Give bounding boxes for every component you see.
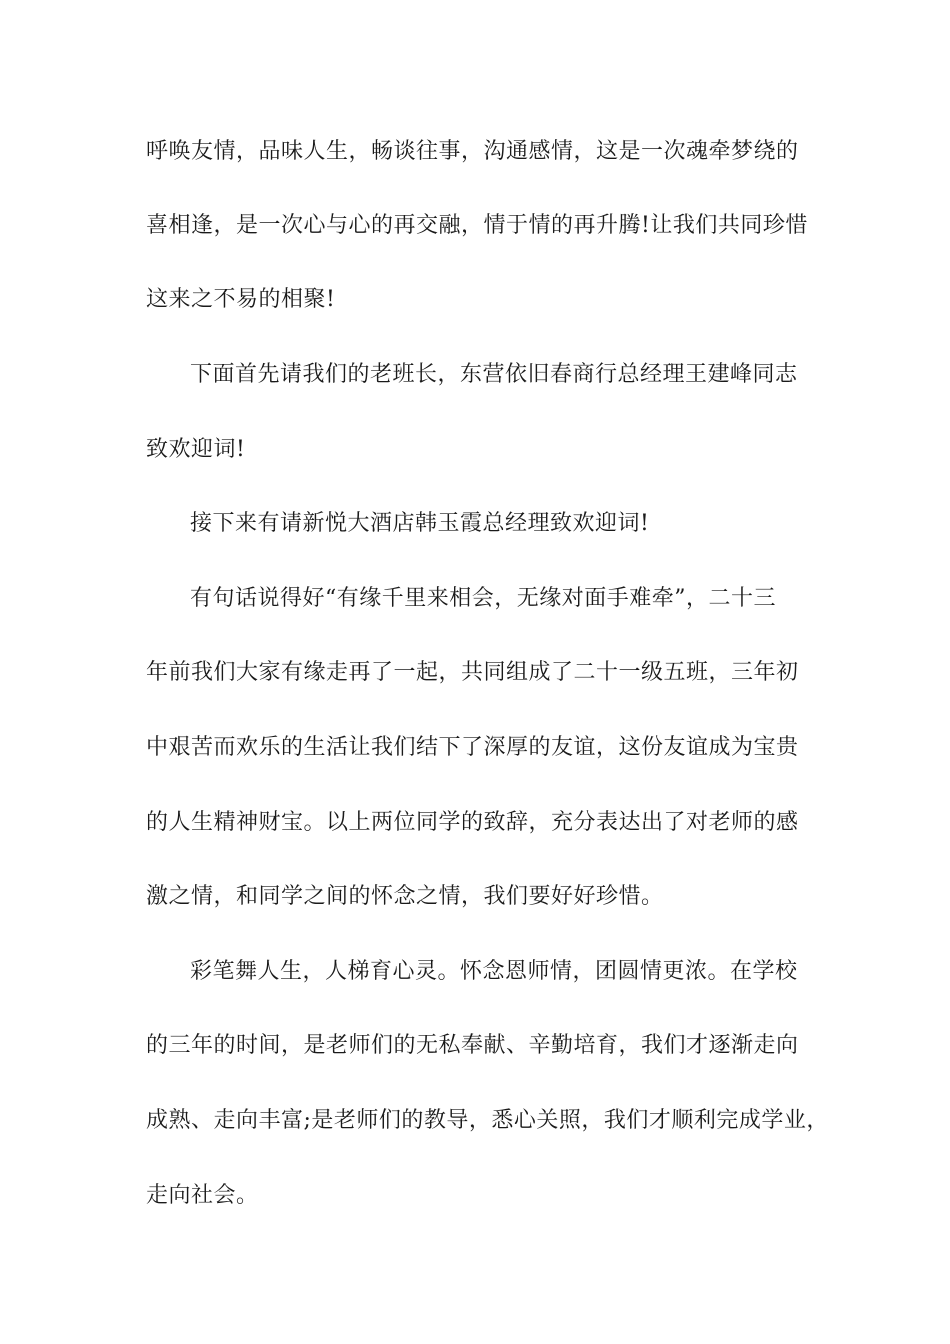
text-line: 中艰苦而欢乐的生活让我们结下了深厚的友谊，这份友谊成为宝贵 [146, 735, 799, 760]
text-line: 的人生精神财宝。以上两位同学的致辞，充分表达出了对老师的感 [146, 810, 799, 835]
text-line: 下面首先请我们的老班长，东营依旧春商行总经理王建峰同志 [190, 362, 798, 387]
text-line: 接下来有请新悦大酒店韩玉霞总经理致欢迎词! [190, 511, 650, 536]
text-line: 呼唤友情，品味人生，畅谈往事，沟通感情，这是一次魂牵梦绕的 [146, 139, 799, 164]
text-line: 有句话说得好“有缘千里来相会，无缘对面手难牵”，二十三 [190, 586, 776, 611]
text-line: 年前我们大家有缘走再了一起，共同组成了二十一级五班，三年初 [146, 660, 799, 685]
text-line: 走向社会。 [146, 1183, 259, 1208]
text-line: 的三年的时间，是老师们的无私奉献、辛勤培育，我们才逐渐走向 [146, 1033, 799, 1058]
text-line: 这来之不易的相聚! [146, 287, 336, 312]
text-line: 致欢迎词! [146, 437, 246, 462]
text-line: 喜相逢，是一次心与心的再交融，情于情的再升腾!让我们共同珍惜 [146, 213, 808, 238]
text-line: 彩笔舞人生，人梯育心灵。怀念恩师情，团圆情更浓。在学校 [190, 959, 798, 984]
text-line: 激之情，和同学之间的怀念之情，我们要好好珍惜。 [146, 884, 664, 909]
text-line: 成熟、走向丰富;是老师们的教导，悉心关照，我们才顺利完成学业， [146, 1108, 829, 1133]
